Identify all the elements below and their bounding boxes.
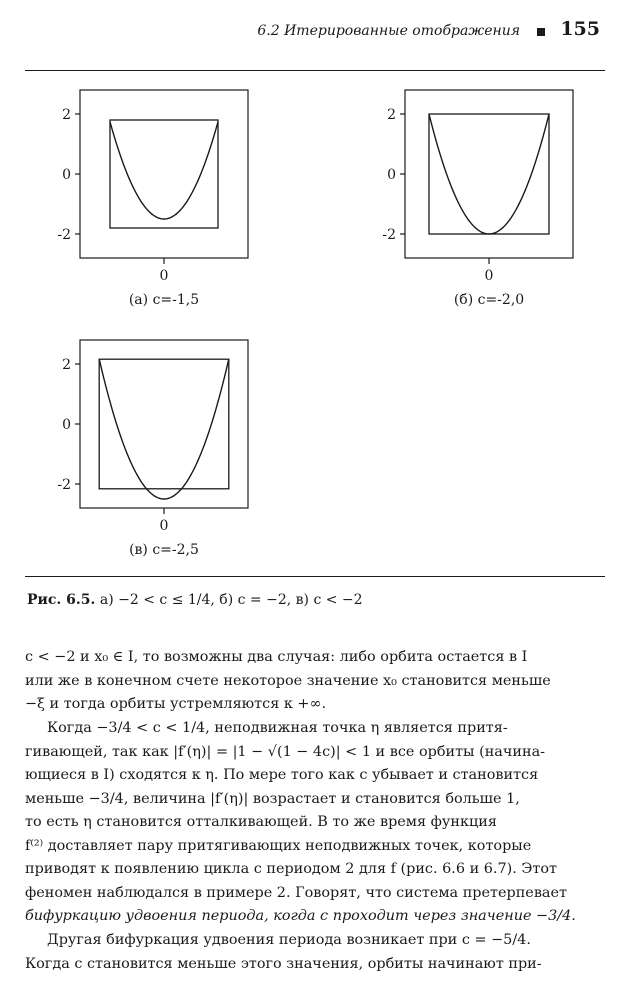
panel-a	[57, 90, 248, 308]
page-number: 155	[560, 18, 600, 40]
caption-label: Рис. 6.5.	[27, 592, 96, 608]
text-line: или же в конечном счете некоторое значение x₀ становится меньше	[25, 672, 551, 689]
caption-text: а) −2 < c ≤ 1/4, б) c = −2, в) c < −2	[95, 592, 363, 608]
text-line: Другая бифуркация удвоения периода возникает при c = −5/4.	[47, 932, 531, 948]
section-title: 6.2 Итерированные отображения	[257, 23, 520, 39]
parabola-curve	[99, 359, 229, 499]
paragraph-3	[25, 929, 605, 976]
panel-label: (в) c=-2,5	[129, 542, 199, 558]
x-tick-label: 0	[159, 268, 169, 284]
y-tick-label: 2	[62, 107, 71, 123]
panel-b	[382, 90, 573, 308]
y-tick-label: -2	[382, 227, 396, 243]
y-tick-label: 2	[387, 107, 396, 123]
text-line: Когда c становится меньше этого значения, орбиты начинают при-	[25, 955, 542, 972]
paragraph-1	[25, 646, 605, 717]
y-tick-label: -2	[57, 477, 71, 493]
panel-label: (б) c=-2,0	[453, 292, 525, 308]
plot-frame	[80, 340, 248, 508]
figure-caption	[27, 592, 363, 608]
text-line: гивающей, так как |f′(η)| = |1 − √(1 − 4c)| < 1 и все орбиты (начина-	[25, 743, 546, 760]
parabola-curve	[429, 114, 549, 234]
text-line: бифуркацию удвоения периода, когда c проходит через значение −3/4.	[25, 908, 576, 924]
text-line: c < −2 и x₀ ∈ I, то возможны два случая: либо орбита остается в I	[25, 649, 528, 665]
text-line: то есть η становится отталкивающей. В то же время функция	[25, 814, 497, 830]
interval-box	[99, 359, 229, 489]
y-tick-label: 0	[62, 417, 71, 433]
figure-bottom-rule	[25, 576, 605, 577]
running-header	[0, 18, 600, 48]
x-tick-label: 0	[484, 268, 494, 284]
square-bullet-icon	[537, 28, 545, 36]
paragraph-2	[25, 717, 605, 929]
header-rule	[25, 70, 605, 71]
text-line: приводят к появлению цикла с периодом 2 для f (рис. 6.6 и 6.7). Этот	[25, 861, 558, 877]
figure-6-5	[0, 80, 641, 570]
plot-frame	[80, 90, 248, 258]
plot-frame	[405, 90, 573, 258]
y-tick-label: -2	[57, 227, 71, 243]
y-tick-label: 2	[62, 357, 71, 373]
y-tick-label: 0	[387, 167, 396, 183]
text-line: ющиеся в I) сходятся к η. По мере того как c убывает и становится	[25, 767, 539, 783]
y-tick-label: 0	[62, 167, 71, 183]
text-line: −ξ и тогда орбиты устремляются к +∞.	[25, 696, 327, 712]
text-line: феномен наблюдался в примере 2. Говорят, что система претерпевает	[25, 884, 567, 901]
text-line: Когда −3/4 < c < 1/4, неподвижная точка η является притя-	[47, 720, 508, 736]
text-line: меньше −3/4, величина |f′(η)| возрастает и становится больше 1,	[25, 790, 520, 807]
panel-label: (а) c=-1,5	[128, 292, 200, 308]
interval-box	[110, 120, 218, 228]
panel-c	[57, 340, 248, 558]
parabola-curve	[110, 122, 218, 219]
x-tick-label: 0	[159, 518, 169, 534]
text-line: f⁽²⁾ доставляет пару притягивающих неподвижных точек, которые	[25, 837, 532, 854]
